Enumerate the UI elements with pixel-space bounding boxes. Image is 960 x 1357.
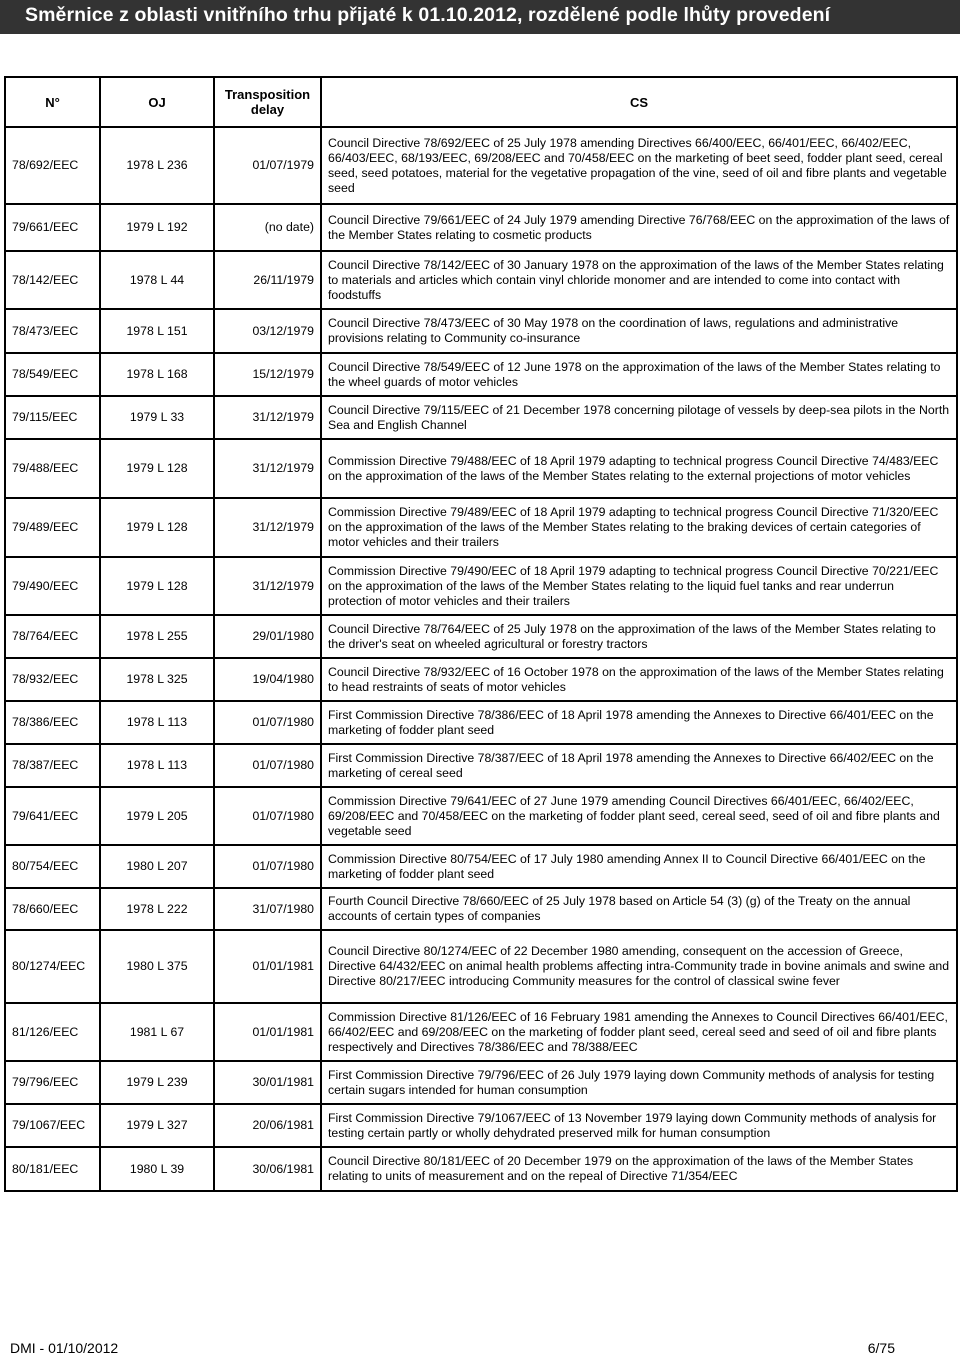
transposition-delay: 01/01/1981	[214, 1003, 321, 1061]
directive-description: First Commission Directive 78/386/EEC of 18 April 1978 amending the Annexes to Directive 66/401/EEC on the marketing of fodder plant seed	[321, 701, 957, 744]
directive-description: Commission Directive 79/490/EEC of 18 April 1979 adapting to technical progress Council Directive 70/221/EEC on the approximation of the laws of the Member States relating to the liquid fuel tanks and rear underrun protection of motor vehicles and their trailers	[321, 557, 957, 615]
table-row	[5, 1147, 957, 1191]
page-title: Směrnice z oblasti vnitřního trhu přijaté k 01.10.2012, rozdělené podle lhůty provedení	[25, 4, 831, 26]
table-row	[5, 251, 957, 309]
directive-description: Council Directive 80/181/EEC of 20 December 1979 on the approximation of the laws of the Member States relating to units of measurement and on the repeal of Directive 71/354/EEC	[321, 1147, 957, 1191]
directive-number: 79/490/EEC	[5, 557, 100, 615]
directive-number: 78/142/EEC	[5, 251, 100, 309]
transposition-delay: 31/12/1979	[214, 557, 321, 615]
oj-reference: 1978 L 222	[100, 888, 214, 930]
column-header-oj: OJ	[100, 77, 214, 127]
directive-number: 79/488/EEC	[5, 439, 100, 498]
transposition-delay: 30/06/1981	[214, 1147, 321, 1191]
directive-number: 78/549/EEC	[5, 353, 100, 396]
directive-number: 79/661/EEC	[5, 204, 100, 251]
directive-description: Council Directive 79/115/EEC of 21 December 1978 concerning pilotage of vessels by deep-sea pilots in the North Sea and English Channel	[321, 396, 957, 439]
transposition-delay: 30/01/1981	[214, 1061, 321, 1104]
directive-number: 78/660/EEC	[5, 888, 100, 930]
directive-number: 81/126/EEC	[5, 1003, 100, 1061]
directive-description: First Commission Directive 79/1067/EEC of 13 November 1979 laying down Community methods of analysis for testing certain partly or wholly dehydrated preserved milk for human consumption	[321, 1104, 957, 1147]
table-row	[5, 127, 957, 204]
directive-description: Council Directive 78/692/EEC of 25 July 1978 amending Directives 66/400/EEC, 66/401/EEC, 66/402/EEC, 66/403/EEC, 68/193/EEC, 69/208/EEC and 70/458/EEC on the marketing of beet seed, fodder plant seed, cereal seed, seed potatoes, material for the vegetative propagation of the vine, seed of oil and fibre plants and vegetable seed	[321, 127, 957, 204]
transposition-delay: 15/12/1979	[214, 353, 321, 396]
oj-reference: 1978 L 168	[100, 353, 214, 396]
transposition-delay: 26/11/1979	[214, 251, 321, 309]
directive-description: Council Directive 78/142/EEC of 30 January 1978 on the approximation of the laws of the Member States relating to materials and articles which contain vinyl chloride monomer and are intended to come into contact with foodstuffs	[321, 251, 957, 309]
table-row	[5, 396, 957, 439]
transposition-delay: 31/12/1979	[214, 396, 321, 439]
oj-reference: 1978 L 113	[100, 701, 214, 744]
table-row	[5, 439, 957, 498]
directive-number: 79/489/EEC	[5, 498, 100, 557]
table-row	[5, 204, 957, 251]
oj-reference: 1978 L 113	[100, 744, 214, 787]
table-row	[5, 888, 957, 930]
oj-reference: 1979 L 128	[100, 498, 214, 557]
directive-description: Commission Directive 79/641/EEC of 27 June 1979 amending Council Directives 66/401/EEC, 66/402/EEC, 69/208/EEC and 70/458/EEC on the marketing of fodder plant seed, cereal seed, seed of oil and fibre plants and vegetable seed	[321, 787, 957, 845]
column-header-transposition-delay: Transposition delay	[214, 77, 321, 127]
table-row	[5, 1003, 957, 1061]
table-row	[5, 930, 957, 1003]
directive-description: Commission Directive 79/488/EEC of 18 April 1979 adapting to technical progress Council Directive 74/483/EEC on the approximation of the laws of the Member States relating to the external projections of motor vehicles	[321, 439, 957, 498]
transposition-delay: 01/07/1980	[214, 701, 321, 744]
directive-number: 80/1274/EEC	[5, 930, 100, 1003]
directive-number: 79/1067/EEC	[5, 1104, 100, 1147]
oj-reference: 1978 L 44	[100, 251, 214, 309]
table-row	[5, 744, 957, 787]
oj-reference: 1978 L 325	[100, 658, 214, 701]
transposition-delay: 31/12/1979	[214, 498, 321, 557]
transposition-delay: 29/01/1980	[214, 615, 321, 658]
transposition-delay: 01/01/1981	[214, 930, 321, 1003]
title-bar	[0, 0, 960, 34]
oj-reference: 1980 L 375	[100, 930, 214, 1003]
directive-description: Council Directive 78/473/EEC of 30 May 1978 on the coordination of laws, regulations and administrative provisions relating to Community co-insurance	[321, 309, 957, 353]
table-row	[5, 701, 957, 744]
page-footer	[10, 1340, 950, 1357]
oj-reference: 1979 L 33	[100, 396, 214, 439]
table-row	[5, 615, 957, 658]
transposition-delay: 01/07/1980	[214, 787, 321, 845]
table-row	[5, 353, 957, 396]
oj-reference: 1980 L 39	[100, 1147, 214, 1191]
table-row	[5, 1104, 957, 1147]
oj-reference: 1978 L 255	[100, 615, 214, 658]
table-row	[5, 1061, 957, 1104]
directive-number: 78/764/EEC	[5, 615, 100, 658]
table-row	[5, 787, 957, 845]
directive-description: Council Directive 78/932/EEC of 16 October 1978 on the approximation of the laws of the Member States relating to head restraints of seats of motor vehicles	[321, 658, 957, 701]
oj-reference: 1979 L 327	[100, 1104, 214, 1147]
directive-description: Council Directive 78/764/EEC of 25 July 1978 on the approximation of the laws of the Member States relating to the driver's seat on wheeled agricultural or forestry tractors	[321, 615, 957, 658]
directive-number: 79/641/EEC	[5, 787, 100, 845]
directive-number: 78/692/EEC	[5, 127, 100, 204]
oj-reference: 1979 L 192	[100, 204, 214, 251]
directives-table	[4, 76, 958, 1192]
table-header-row	[5, 77, 957, 127]
transposition-delay: 31/12/1979	[214, 439, 321, 498]
directive-number: 78/932/EEC	[5, 658, 100, 701]
transposition-delay: 19/04/1980	[214, 658, 321, 701]
directive-description: Council Directive 80/1274/EEC of 22 December 1980 amending, consequent on the accession of Greece, Directive 64/432/EEC on animal health problems affecting intra-Community trade in bovine animals and swine and Directive 80/217/EEC introducing Community measures for the control of classical swine fever	[321, 930, 957, 1003]
directive-number: 78/387/EEC	[5, 744, 100, 787]
transposition-delay: 01/07/1980	[214, 744, 321, 787]
table-row	[5, 309, 957, 353]
oj-reference: 1979 L 128	[100, 439, 214, 498]
transposition-delay: 01/07/1980	[214, 845, 321, 888]
transposition-delay: 01/07/1979	[214, 127, 321, 204]
directive-description: Council Directive 79/661/EEC of 24 July 1979 amending Directive 76/768/EEC on the approximation of the laws of the Member States relating to cosmetic products	[321, 204, 957, 251]
directive-number: 78/473/EEC	[5, 309, 100, 353]
oj-reference: 1979 L 239	[100, 1061, 214, 1104]
directive-description: First Commission Directive 78/387/EEC of 18 April 1978 amending the Annexes to Directive 66/402/EEC on the marketing of cereal seed	[321, 744, 957, 787]
directive-number: 79/115/EEC	[5, 396, 100, 439]
directive-description: Commission Directive 80/754/EEC of 17 July 1980 amending Annex II to Council Directive 66/401/EEC on the marketing of fodder plant seed	[321, 845, 957, 888]
oj-reference: 1980 L 207	[100, 845, 214, 888]
directive-number: 80/754/EEC	[5, 845, 100, 888]
table-row	[5, 498, 957, 557]
directive-description: First Commission Directive 79/796/EEC of 26 July 1979 laying down Community methods of analysis for testing certain sugars intended for human consumption	[321, 1061, 957, 1104]
directive-description: Commission Directive 81/126/EEC of 16 February 1981 amending the Annexes to Council Directives 66/401/EEC, 66/402/EEC and 69/208/EEC on the marketing of fodder plant seed, cereal seed and seed of oil and fibre plants respectively and Directives 78/386/EEC and 78/388/EEC	[321, 1003, 957, 1061]
column-header-cs: CS	[321, 77, 957, 127]
oj-reference: 1979 L 205	[100, 787, 214, 845]
column-header-n: N°	[5, 77, 100, 127]
table-row	[5, 845, 957, 888]
directive-number: 80/181/EEC	[5, 1147, 100, 1191]
oj-reference: 1981 L 67	[100, 1003, 214, 1061]
page-number: 6/75	[867, 1340, 895, 1356]
footer-date: DMI - 01/10/2012	[10, 1340, 119, 1356]
transposition-delay: 31/07/1980	[214, 888, 321, 930]
directive-description: Commission Directive 79/489/EEC of 18 April 1979 adapting to technical progress Council Directive 71/320/EEC on the approximation of the laws of the Member States relating to the braking devices of certain categories of motor vehicles and their trailers	[321, 498, 957, 557]
oj-reference: 1978 L 236	[100, 127, 214, 204]
table-row	[5, 557, 957, 615]
directive-number: 78/386/EEC	[5, 701, 100, 744]
oj-reference: 1978 L 151	[100, 309, 214, 353]
oj-reference: 1979 L 128	[100, 557, 214, 615]
table-row	[5, 658, 957, 701]
transposition-delay: 03/12/1979	[214, 309, 321, 353]
directive-number: 79/796/EEC	[5, 1061, 100, 1104]
directive-description: Fourth Council Directive 78/660/EEC of 25 July 1978 based on Article 54 (3) (g) of the Treaty on the annual accounts of certain types of companies	[321, 888, 957, 930]
transposition-delay: (no date)	[214, 204, 321, 251]
transposition-delay: 20/06/1981	[214, 1104, 321, 1147]
directive-description: Council Directive 78/549/EEC of 12 June 1978 on the approximation of the laws of the Member States relating to the wheel guards of motor vehicles	[321, 353, 957, 396]
